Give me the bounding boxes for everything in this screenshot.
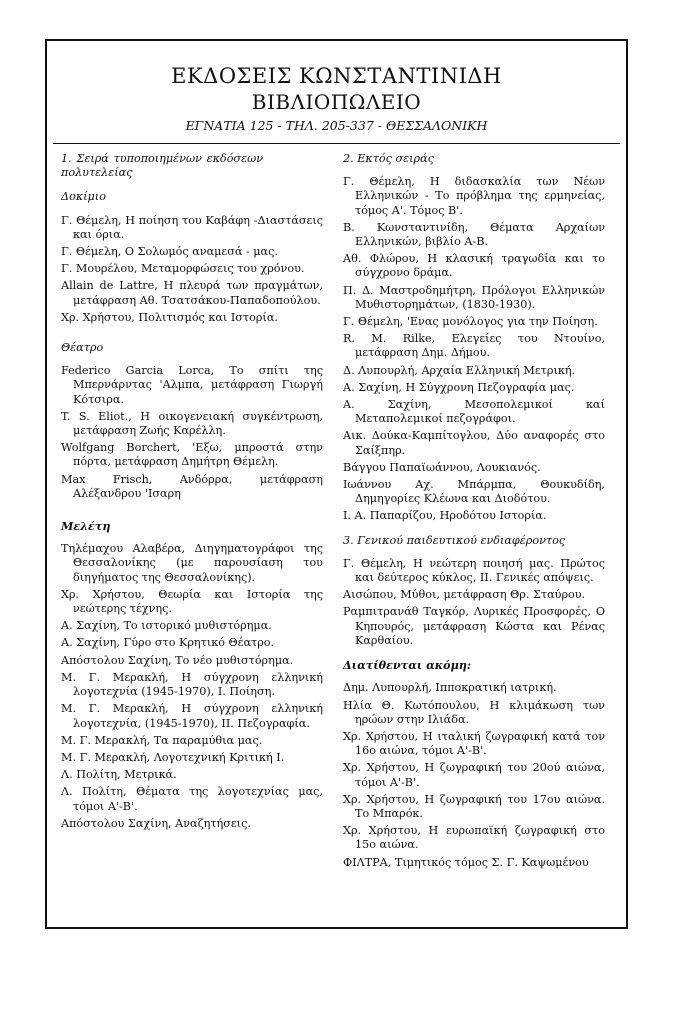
list-item: Τηλέμαχου Αλαβέρα, Διηγηματογράφοι της Θεσσαλονίκης (με παρουσίαση του διηγήματος της Θεσσαλονίκης). <box>61 542 323 584</box>
list-item: Β. Κωνσταντινίδη, Θέματα Αρχαίων Ελληνικών, βιβλίο Α-Β. <box>343 220 605 249</box>
general-heading: 3. Γενικού παιδευτικού ενδιαφέροντος <box>343 533 566 547</box>
catalog-frame <box>45 39 628 929</box>
list-item: ΦΙΛΤΡΑ, Τιμητικός τόμος Σ. Γ. Καψωμένου <box>343 855 589 869</box>
bookshop-subtitle: ΒΙΒΛΙΟΠΩΛΕΙΟ <box>251 90 422 114</box>
list-item: Ι. Α. Παπαρίζου, Ηροδότου Ιστορία. <box>343 509 547 523</box>
list-item: Π. Δ. Μαστροδημήτρη, Πρόλογοι Ελληνικών Μυθιστορημάτων, (1830-1930). <box>343 283 605 311</box>
list-item: Χρ. Χρήστου, Θεωρία και Ιστορία της νεώτερης τέχνης. <box>61 587 323 616</box>
list-item: Μ. Γ. Μερακλή, Τα παραμύθια μας. <box>61 733 263 747</box>
list-item: Α. Σαχίνη, Η Σύγχρονη Πεζογραφία μας. <box>343 380 575 394</box>
list-item: Max Frisch, Ανδόρρα, μετάφραση Αλέξανδρου 'Ισαρη <box>61 472 323 500</box>
publisher-title: ΕΚΔΟΣΕΙΣ ΚΩΝΣΤΑΝΤΙΝΙΔΗ <box>171 64 502 88</box>
out-of-series-list <box>343 175 605 523</box>
list-item: Χρ. Χρήστου, Η ιταλική ζωγραφική κατά τον 16ο αιώνα, τόμοι Α'-Β'. <box>343 729 605 758</box>
list-item: Χρ. Χρήστου, Πολιτισμός και Ιστορία. <box>61 310 278 324</box>
study-heading: Μελέτη <box>61 519 111 534</box>
list-item: Λ. Πολίτη, Θέματα της λογοτεχνίας μας, τόμοι Α'-Β'. <box>61 785 323 813</box>
study-list <box>61 542 323 831</box>
theatre-list <box>61 364 323 501</box>
list-item: Μ. Γ. Μερακλή, Λογοτεχνική Κριτική Ι. <box>61 750 285 764</box>
out-of-series-heading: 2. Εκτός σειράς <box>343 152 434 165</box>
list-item: Α. Σαχίνη, Γύρο στο Κρητικό Θέατρο. <box>61 636 275 650</box>
available-list <box>343 681 605 869</box>
list-item: Χρ. Χρήστου, Η ευρωπαϊκή ζωγραφική στο 15ο αιώνα. <box>343 824 605 852</box>
left-column <box>61 152 323 834</box>
list-item: Γ. Θέμελη, 'Ενας μονόλογος για την Ποίηση. <box>343 315 598 329</box>
list-item: Ηλία Θ. Κωτόπουλου, Η κλιμάκωση των ηρώων στην Ιλιάδα. <box>343 698 605 726</box>
list-item: Γ. Θέμελη, Η νεώτερη ποιησή μας. Πρώτος και δεύτερος κύκλος, ΙΙ. Γενικές απόψεις. <box>343 556 605 585</box>
essay-heading: Δοκίμιο <box>61 190 106 204</box>
publisher-address: ΕΓΝΑΤΙΑ 125 - ΤΗΛ. 205-337 - ΘΕΣΣΑΛΟΝΙΚΗ <box>185 118 488 133</box>
list-item: Federico Garcia Lorca, Το σπίτι της Μπερνάρντας 'Αλμπα, μετάφραση Γιωργή Κότσιρα. <box>61 364 323 406</box>
list-item: Αικ. Δούκα-Καμπίτογλου, Δύο αναφορές στο Σαίξπηρ. <box>343 429 605 457</box>
list-item: Ιωάννου Αχ. Μπάρμπα, Θουκυδίδη, Δημηγορίες Κλέωνα και Διοδότου. <box>343 478 605 506</box>
list-item: Δ. Λυπουρλή, Αρχαία Ελληνική Μετρική. <box>343 363 576 377</box>
list-item: Α. Σαχίνη, Μεσοπολεμικοί καί Μεταπολεμικοί πεζογράφοι. <box>343 398 605 426</box>
essay-list <box>61 214 323 325</box>
theatre-heading: Θέατρο <box>61 341 104 355</box>
list-item: Χρ. Χρήστου, Η ζωγραφική του 20ού αιώνα, τόμοι Α'-Β'. <box>343 761 605 789</box>
list-item: Μ. Γ. Μερακλή, Η σύγχρονη ελληνική λογοτεχνία, (1945-1970), ΙΙ. Πεζογραφία. <box>61 702 323 730</box>
series-heading: 1. Σειρά τυποποιημένων εκδόσεων πολυτελείας <box>61 152 263 180</box>
general-list <box>343 557 605 648</box>
list-item: Απόστολου Σαχίνη, Το νέο μυθιστόρημα. <box>61 653 294 667</box>
list-item: Γ. Θέμελη, Η διδασκαλία των Νέων Ελληνικών - Το πρόβλημα της ερμηνείας, τόμος Α'. Τόμος Β'. <box>343 175 605 217</box>
list-item: Αισώπου, Μύθοι, μετάφραση Θρ. Σταύρου. <box>343 588 586 602</box>
available-heading: Διατίθενται ακόμη: <box>343 658 472 673</box>
list-item: Αθ. Φλώρου, Η κλασική τραγωδία και το σύγχρονο δράμα. <box>343 252 605 280</box>
list-item: T. S. Eliot., Η οικογενειακή συγκέντρωση, μετάφραση Ζωής Καρέλλη. <box>61 409 323 438</box>
list-item: Χρ. Χρήστου, Η ζωγραφική του 17ου αιώνα. Το Μπαρόκ. <box>343 792 605 820</box>
list-item: Wolfgang Borchert, 'Εξω, μπροστά στην πόρτα, μετάφραση Δημήτρη Θέμελη. <box>61 441 323 469</box>
list-item: Δημ. Λυπουρλή, Ιπποκρατική ιατρική. <box>343 681 557 695</box>
publisher-header <box>47 63 626 135</box>
list-item: Α. Σαχίνη, Το ιστορικό μυθιστόρημα. <box>61 619 272 633</box>
list-item: Απόστολου Σαχίνη, Αναζητήσεις. <box>61 816 251 830</box>
list-item: Λ. Πολίτη, Μετρικά. <box>61 768 177 782</box>
list-item: R. M. Rilke, Ελεγείες του Ντουίνο, μετάφραση Δημ. Δήμου. <box>343 332 605 360</box>
list-item: Γ. Μουρέλου, Μεταμορφώσεις του χρόνου. <box>61 262 305 276</box>
list-item: Γ. Θέμελη, Ο Σολωμός αναμεσά - μας. <box>61 245 278 259</box>
list-item: Ραμπιτρανάθ Ταγκόρ, Λυρικές Προσφορές, Ο Κηπουρός, μετάφραση Κώστα και Ρένας Καρθαίου. <box>343 605 605 647</box>
list-item: Βάγγου Παπαϊωάννου, Λουκιανός. <box>343 460 541 474</box>
list-item: Μ. Γ. Μερακλή, Η σύγχρονη ελληνική λογοτεχνία (1945-1970), Ι. Ποίηση. <box>61 670 323 699</box>
list-item: Γ. Θέμελη, Η ποίηση του Καβάφη -Διαστάσεις και όρια. <box>61 213 323 241</box>
list-item: Allain de Lattre, Η πλευρά των πραγμάτων, μετάφραση Αθ. Τσατσάκου-Παπαδοπούλου. <box>61 279 323 307</box>
right-column <box>343 152 605 873</box>
header-divider <box>53 143 620 144</box>
